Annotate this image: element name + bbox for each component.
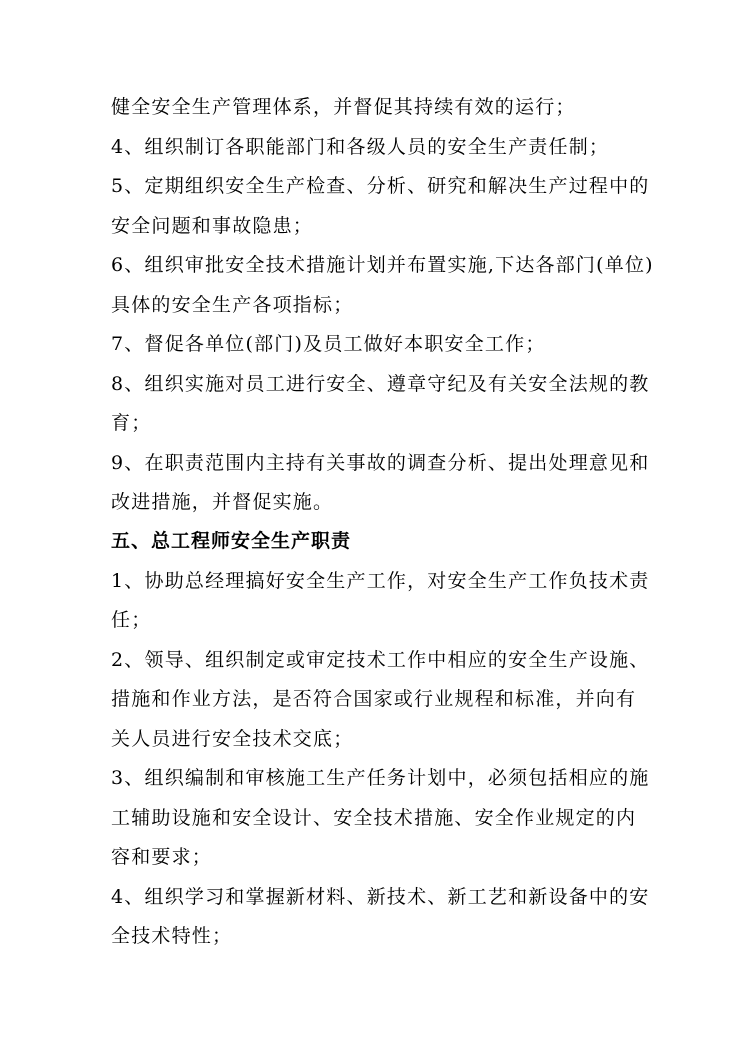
text-line: 改进措施，并督促实施。 bbox=[111, 491, 334, 513]
text-line: 措施和作业方法，是否符合国家或行业规程和标准，并向有 bbox=[111, 688, 637, 710]
text-line: 健全安全生产管理体系，并督促其持续有效的运行； bbox=[111, 96, 576, 118]
text-line: 4、组织学习和掌握新材料、新技术、新工艺和新设备中的安 bbox=[111, 886, 650, 908]
text-line: 育； bbox=[111, 412, 152, 434]
text-line: 安全问题和事故隐患； bbox=[111, 215, 314, 237]
text-line: 2、领导、组织制定或审定技术工作中相应的安全生产设施、 bbox=[111, 649, 650, 671]
text-line: 关人员进行安全技术交底； bbox=[111, 728, 354, 750]
text-line: 容和要求； bbox=[111, 846, 213, 868]
text-line: 任； bbox=[111, 609, 152, 631]
text-line: 3、组织编制和审核施工生产任务计划中，必须包括相应的施 bbox=[111, 767, 650, 789]
text-line: 7、督促各单位(部门)及员工做好本职安全工作； bbox=[111, 333, 546, 355]
text-line: 5、定期组织安全生产检查、分析、研究和解决生产过程中的 bbox=[111, 175, 650, 197]
section-heading: 五、总工程师安全生产职责 bbox=[111, 530, 352, 552]
text-line: 9、在职责范围内主持有关事故的调查分析、提出处理意见和 bbox=[111, 452, 650, 474]
text-line: 全技术特性； bbox=[111, 925, 233, 947]
text-line: 6、组织审批安全技术措施计划并布置实施,下达各部门(单位) bbox=[111, 254, 654, 276]
text-line: 具体的安全生产各项指标； bbox=[111, 294, 354, 316]
text-line: 4、组织制订各职能部门和各级人员的安全生产责任制； bbox=[111, 136, 610, 158]
text-line: 1、协助总经理搞好安全生产工作，对安全生产工作负技术责 bbox=[111, 570, 650, 592]
text-line: 工辅助设施和安全设计、安全技术措施、安全作业规定的内 bbox=[111, 807, 637, 829]
text-line: 8、组织实施对员工进行安全、遵章守纪及有关安全法规的教 bbox=[111, 373, 650, 395]
